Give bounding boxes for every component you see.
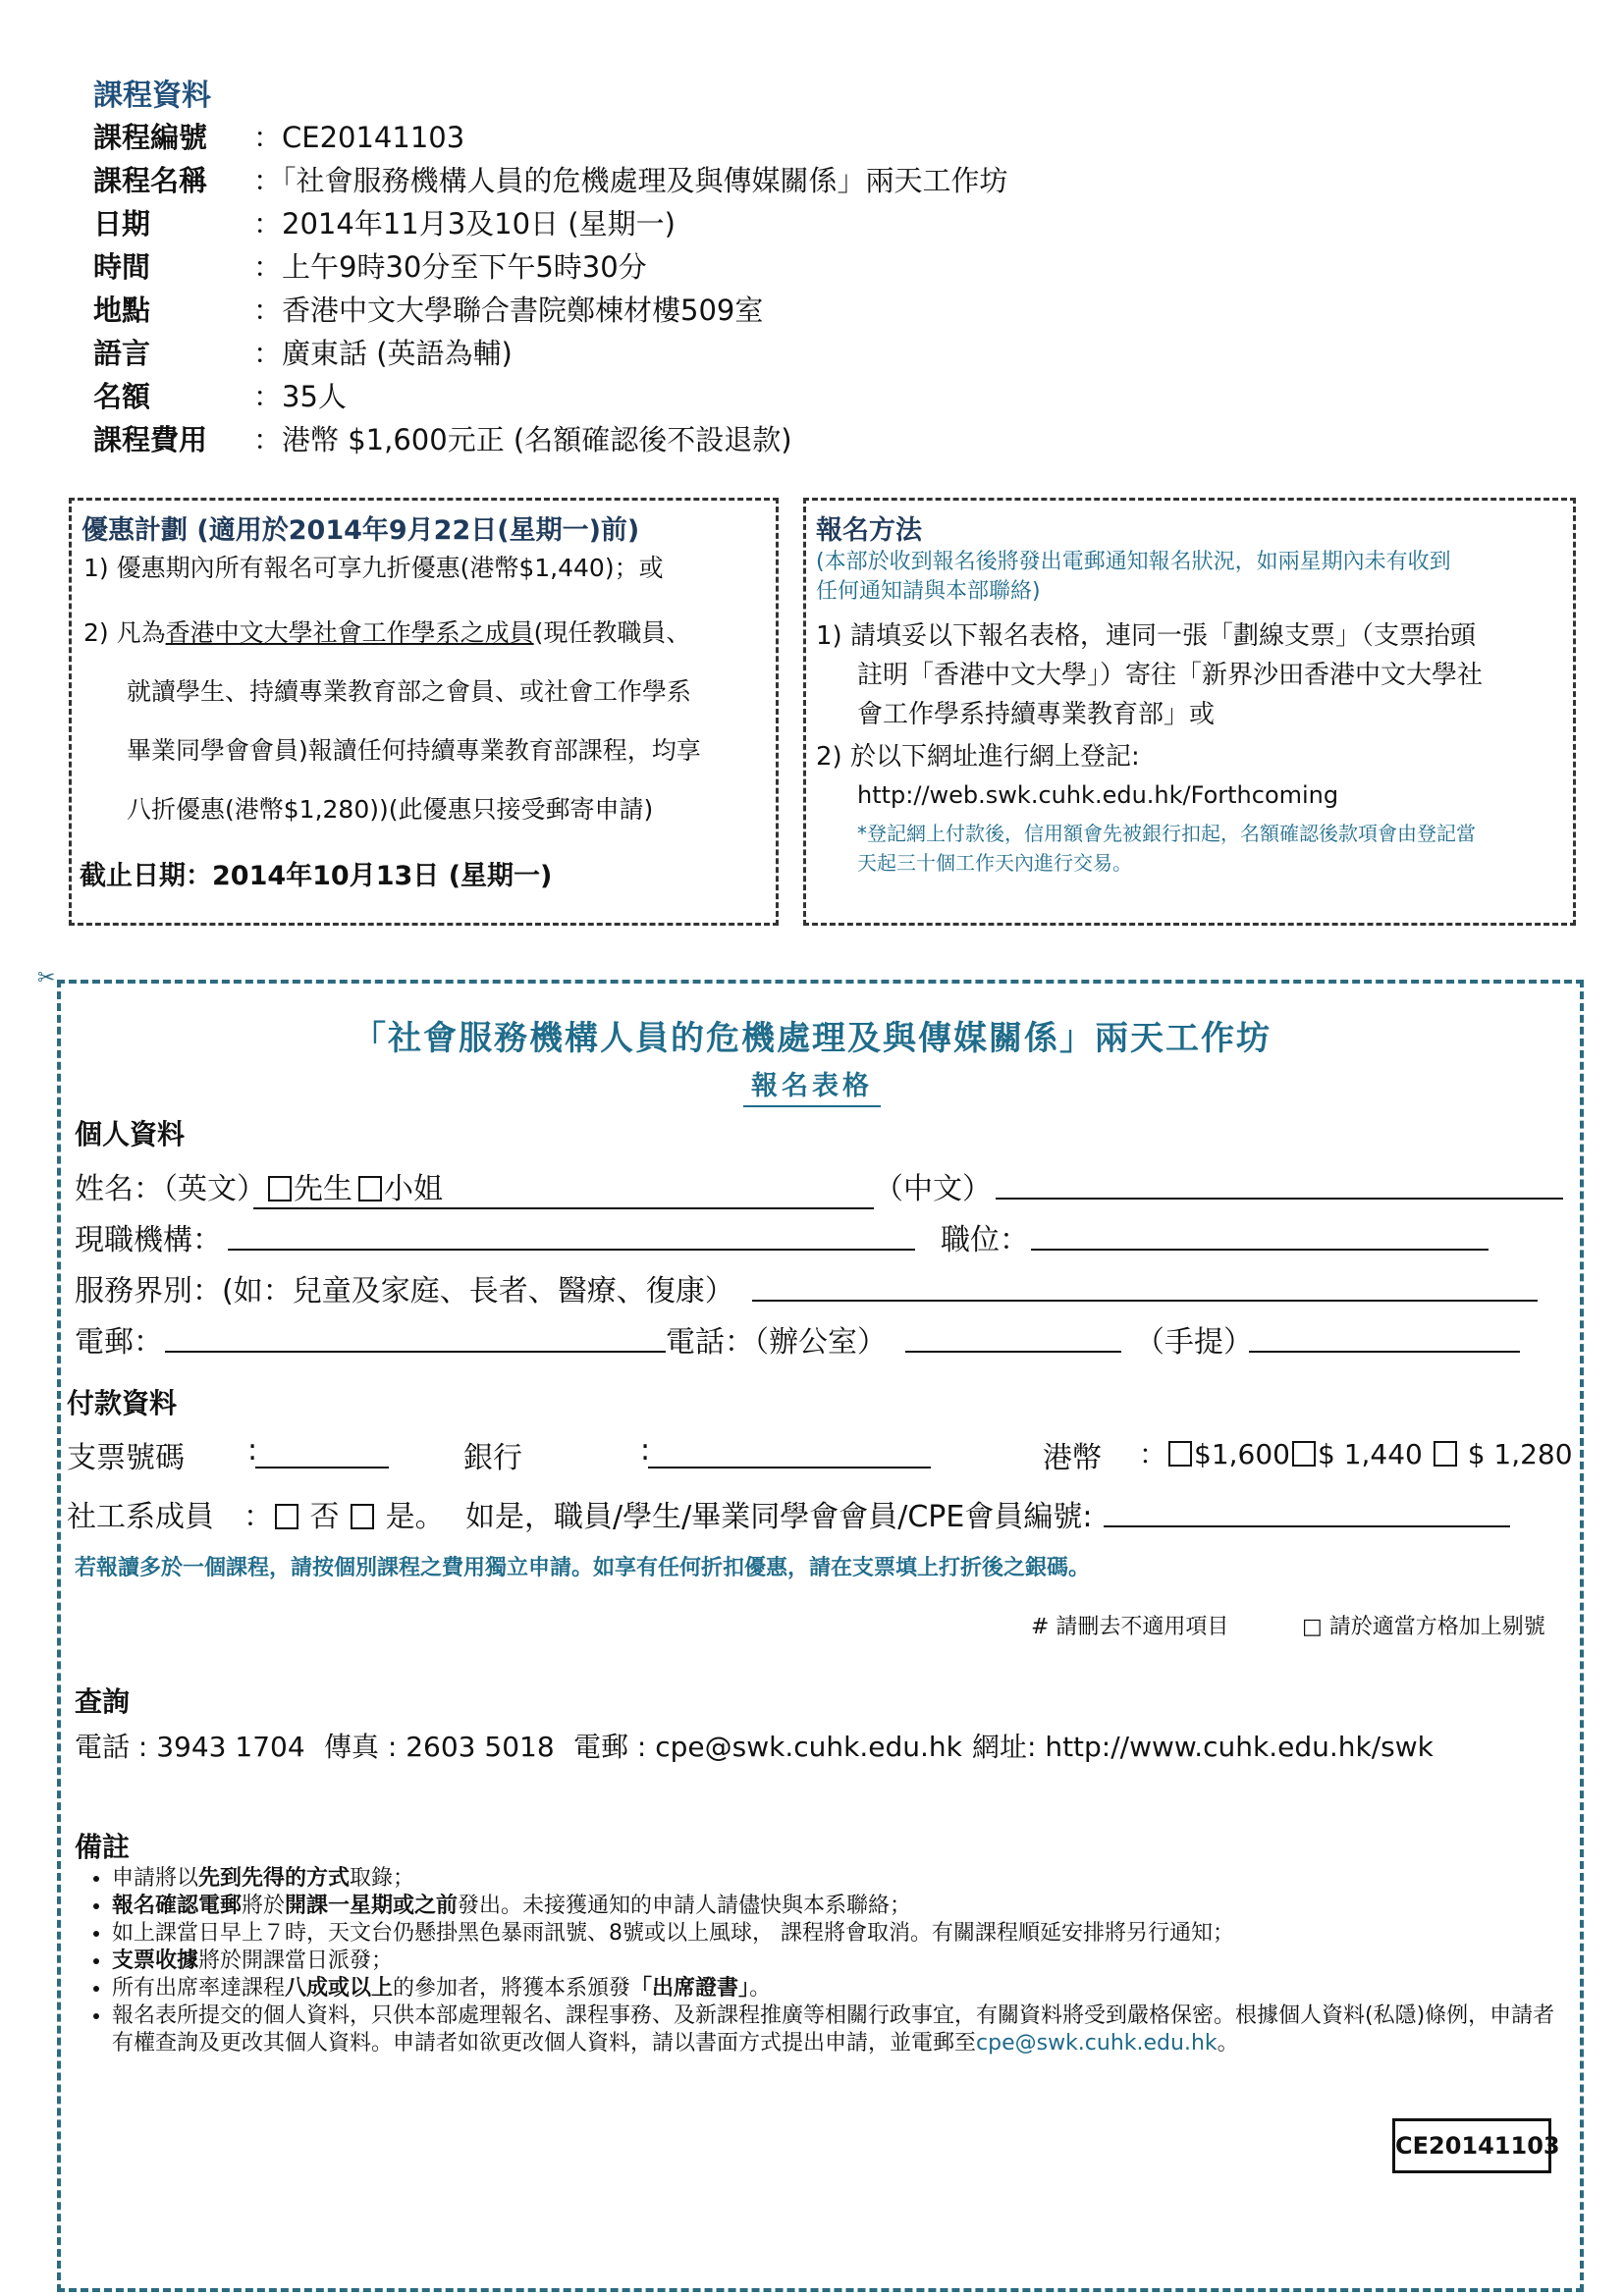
- legend-check: □ 請於適當方格加上剔號: [1302, 1615, 1545, 1639]
- remark-text: 的參加者，將獲本系頒發: [393, 1976, 631, 2001]
- fee-options: [1139, 1433, 1573, 1472]
- discount-item-2-highlight: 香港中文大學社會工作學系之成員: [165, 618, 534, 647]
- discount-item-2-rest-3: 畢業同學會會員)報讀任何持續專業教育部課程，均享: [127, 736, 701, 765]
- mr-label: 先生: [294, 1172, 352, 1206]
- name-english-field[interactable]: [253, 1207, 874, 1209]
- contact-email[interactable]: 電郵 : cpe@swk.cuhk.edu.hk: [573, 1731, 962, 1763]
- office-phone-field[interactable]: [905, 1351, 1121, 1353]
- registration-step-1-line-1: 1) 請填妥以下報名表格，連同一張「劃線支票」（支票抬頭: [816, 621, 1476, 651]
- discount-item-2-rest-2: 就讀學生、持續專業教育部之會員、或社會工作學系: [127, 677, 692, 706]
- remark-text: 報名表所提交的個人資料，只供本部處理報名、課程事務、及新課程推廣等相關行政事宜，有關資料將受到嚴格保密。根據個人資料(私隱)條例，申請者有權查詢及更改其個人資料。申請者如欲更改個人資料，請以書面方式提出申請，並電郵至: [112, 2003, 1555, 2056]
- remark-text: 取錄；: [350, 1866, 415, 1891]
- name-row: [75, 1164, 443, 1207]
- form-subtitle-text: 報名表格: [743, 1071, 881, 1107]
- member-colon: ：: [244, 1500, 273, 1534]
- position-label: 職位：: [941, 1223, 1029, 1257]
- fee-1600-checkbox[interactable]: [1168, 1441, 1192, 1467]
- cheque-number-field[interactable]: [255, 1467, 389, 1468]
- course-info-row: [93, 159, 1008, 202]
- email-label: 電郵：: [75, 1325, 163, 1360]
- contact-website[interactable]: 網址: http://www.cuhk.edu.hk/swk: [972, 1731, 1434, 1763]
- office-phone-label: 電話：（辦公室）: [666, 1325, 887, 1360]
- registration-payment-note: [857, 819, 1476, 878]
- ms-checkbox[interactable]: [358, 1176, 382, 1201]
- course-info-row: [93, 418, 792, 461]
- member-no-label: 否: [309, 1500, 340, 1534]
- course-info-value: ：港幣 $1,600元正 (名額確認後不設退款): [253, 423, 792, 456]
- course-info-row: [93, 202, 676, 245]
- mr-checkbox[interactable]: [268, 1176, 292, 1201]
- registration-notice: [816, 548, 1451, 607]
- discount-item-1: 1) 優惠期內所有報名可享九折優惠(港幣$1,440)；或: [83, 554, 664, 582]
- member-yes-label: 是。: [385, 1500, 445, 1534]
- registration-notice-line-1: (本部於收到報名後將發出電郵通知報名狀況，如兩星期內未有收到: [816, 550, 1451, 574]
- member-yes-checkbox[interactable]: [351, 1504, 374, 1529]
- registration-step-2: 2) 於以下網址進行網上登記:: [816, 742, 1140, 772]
- registration-payment-note-line-2: 天起三十個工作天內進行交易。: [857, 851, 1132, 875]
- service-label: 服務界別：(如：兒童及家庭、長者、醫療、復康）: [75, 1274, 734, 1308]
- name-chinese-label: （中文）: [874, 1172, 992, 1206]
- payment-info-heading: 付款資料: [67, 1387, 178, 1419]
- registration-payment-note-line-1: *登記網上付款後，信用額會先被銀行扣起，名額確認後款項會由登記當: [857, 822, 1476, 845]
- legend-delete: # 請刪去不適用項目: [1031, 1615, 1229, 1639]
- course-info-value: ：上午9時30分至下午5時30分: [253, 250, 647, 284]
- course-info-row: [93, 116, 464, 159]
- course-info-row: [93, 332, 513, 375]
- discount-deadline: 截止日期：2014年10月13日 (星期一): [80, 861, 553, 891]
- course-info-label: 課程編號: [93, 121, 208, 154]
- course-code-badge: CE20141103: [1392, 2118, 1551, 2173]
- course-info-label: 名額: [93, 380, 151, 413]
- remark-emphasis: 開課一星期或之前: [285, 1894, 459, 1918]
- position-field[interactable]: [1031, 1249, 1489, 1251]
- remark-text: 所有出席率達課程: [112, 1976, 286, 2001]
- contact-phone: 電話 : 3943 1704: [75, 1731, 305, 1763]
- registration-box: [803, 498, 1576, 926]
- scissor-icon: ✂: [37, 966, 56, 990]
- remark-text: 發出。未接獲通知的申請人請儘快與本系聯絡；: [458, 1894, 912, 1918]
- registration-title: 報名方法: [816, 515, 922, 546]
- member-no-checkbox[interactable]: [275, 1504, 298, 1529]
- course-info-value: ：「社會服務機構人員的危機處理及與傳媒關係」兩天工作坊: [253, 164, 1008, 197]
- enquiry-heading: 查詢: [75, 1685, 131, 1718]
- member-options: [244, 1492, 445, 1535]
- discount-item-2-prefix: 2) 凡為: [83, 618, 166, 647]
- discount-item-2-rest-1: (現任教職員、: [533, 618, 691, 647]
- service-field[interactable]: [752, 1300, 1538, 1302]
- remark-item: [112, 1975, 1567, 2002]
- fee-1600-label: $1,600: [1194, 1438, 1290, 1470]
- remark-text: 。: [1217, 2031, 1239, 2056]
- remark-emphasis: 先到先得的方式: [198, 1866, 351, 1891]
- remark-text: 將於開課當日派發；: [198, 1949, 394, 1973]
- form-subtitle: [0, 1064, 1624, 1102]
- course-info-value: ：35人: [253, 380, 347, 413]
- discount-box: [69, 498, 779, 926]
- course-info-row: [93, 289, 763, 332]
- discount-item-2: [83, 604, 701, 839]
- registration-url[interactable]: http://web.swk.cuhk.edu.hk/Forthcoming: [857, 781, 1339, 809]
- remark-emphasis: 報名確認電郵: [112, 1894, 243, 1918]
- discount-item-2-rest-4: 八折優惠(港幣$1,280))(此優惠只接受郵寄申請): [127, 795, 654, 824]
- bank-label: 銀行: [463, 1441, 522, 1475]
- remark-emphasis: 支票收據: [112, 1949, 199, 1973]
- course-info-value: ：香港中文大學聯合書院鄭棟材樓509室: [253, 294, 764, 327]
- contact-fax: 傳真 : 2603 5018: [324, 1731, 555, 1763]
- remark-item: [112, 2002, 1567, 2057]
- course-info-label: 時間: [93, 250, 151, 284]
- organization-field[interactable]: [228, 1249, 915, 1251]
- organization-label: 現職機構：: [75, 1223, 222, 1257]
- ms-label: 小姐: [384, 1172, 443, 1206]
- remark-emphasis: 「出席證書」: [630, 1976, 750, 2001]
- course-info-label: 日期: [93, 207, 151, 240]
- email-field[interactable]: [165, 1351, 666, 1353]
- cheque-number-label: 支票號碼: [67, 1441, 185, 1475]
- course-info-value: ：CE20141103: [253, 121, 465, 154]
- remark-emphasis: 八成或以上: [285, 1976, 394, 2001]
- remark-item: [112, 1920, 1567, 1948]
- name-chinese-field[interactable]: [996, 1198, 1563, 1200]
- member-id-label: 如是，職員/學生/畢業同學會會員/CPE會員編號:: [465, 1500, 1093, 1534]
- registration-step-1: [816, 616, 1483, 734]
- remark-text: 。: [749, 1976, 772, 2001]
- bank-colon: :: [640, 1433, 651, 1468]
- registration-notice-line-2: 任何通知請與本部聯絡): [816, 579, 1041, 604]
- bank-field[interactable]: [648, 1467, 931, 1468]
- personal-info-heading: 個人資料: [75, 1118, 186, 1150]
- course-info-label: 地點: [93, 294, 151, 327]
- course-info-value: ：2014年11月3及10日 (星期一): [253, 207, 676, 240]
- cheque-number-colon: :: [247, 1433, 258, 1468]
- mobile-phone-label: （手提）: [1135, 1325, 1253, 1360]
- fee-1440-checkbox[interactable]: [1292, 1441, 1316, 1467]
- course-info-label: 課程名稱: [93, 164, 208, 197]
- remark-item: [112, 1948, 1567, 1975]
- name-english-label: 姓名：（英文）: [75, 1172, 266, 1206]
- fee-1280-checkbox[interactable]: [1434, 1441, 1457, 1467]
- form-title: 「社會服務機構人員的危機處理及與傳媒關係」兩天工作坊: [352, 1019, 1272, 1058]
- member-id-field[interactable]: [1104, 1525, 1510, 1527]
- registration-step-1-line-3: 會工作學系持續專業教育部」或: [857, 700, 1216, 729]
- fee-1440-label: $ 1,440: [1318, 1438, 1423, 1470]
- course-info-value: ：廣東話 (英語為輔): [253, 337, 513, 370]
- course-info-label: 課程費用: [93, 423, 208, 456]
- remark-email-link[interactable]: cpe@swk.cuhk.edu.hk: [976, 2031, 1218, 2056]
- hkd-label: 港幣: [1043, 1441, 1102, 1475]
- discount-title: 優惠計劃 (適用於2014年9月22日(星期一)前): [81, 515, 640, 546]
- course-info-row: [93, 375, 347, 418]
- fee-1280-label: $ 1,280: [1467, 1438, 1573, 1470]
- course-info-row: [93, 245, 647, 289]
- remark-text: 如上課當日早上７時，天文台仍懸掛黑色暴雨訊號、8號或以上風球， 課程將會取消。有關課程順延安排將另行通知；: [112, 1921, 1234, 1946]
- hkd-colon: ：: [1139, 1438, 1167, 1470]
- remark-item: [112, 1865, 1567, 1893]
- course-info-label: 語言: [93, 337, 151, 370]
- remark-item: [112, 1893, 1567, 1920]
- remark-text: 申請將以: [112, 1866, 199, 1891]
- remarks-heading: 備註: [75, 1831, 131, 1863]
- remark-text: 將於: [242, 1894, 286, 1918]
- multiple-course-note: 若報讀多於一個課程，請按個別課程之費用獨立申請。如享有任何折扣優惠，請在支票填上打折後之銀碼。: [75, 1556, 1091, 1580]
- member-label: 社工系成員: [67, 1500, 214, 1534]
- course-info-heading: 課程資料: [93, 79, 211, 113]
- remarks-list: [75, 1865, 1567, 2057]
- mobile-phone-field[interactable]: [1249, 1351, 1520, 1353]
- registration-step-1-line-2: 註明「香港中文大學」）寄往「新界沙田香港中文大學社: [857, 661, 1484, 690]
